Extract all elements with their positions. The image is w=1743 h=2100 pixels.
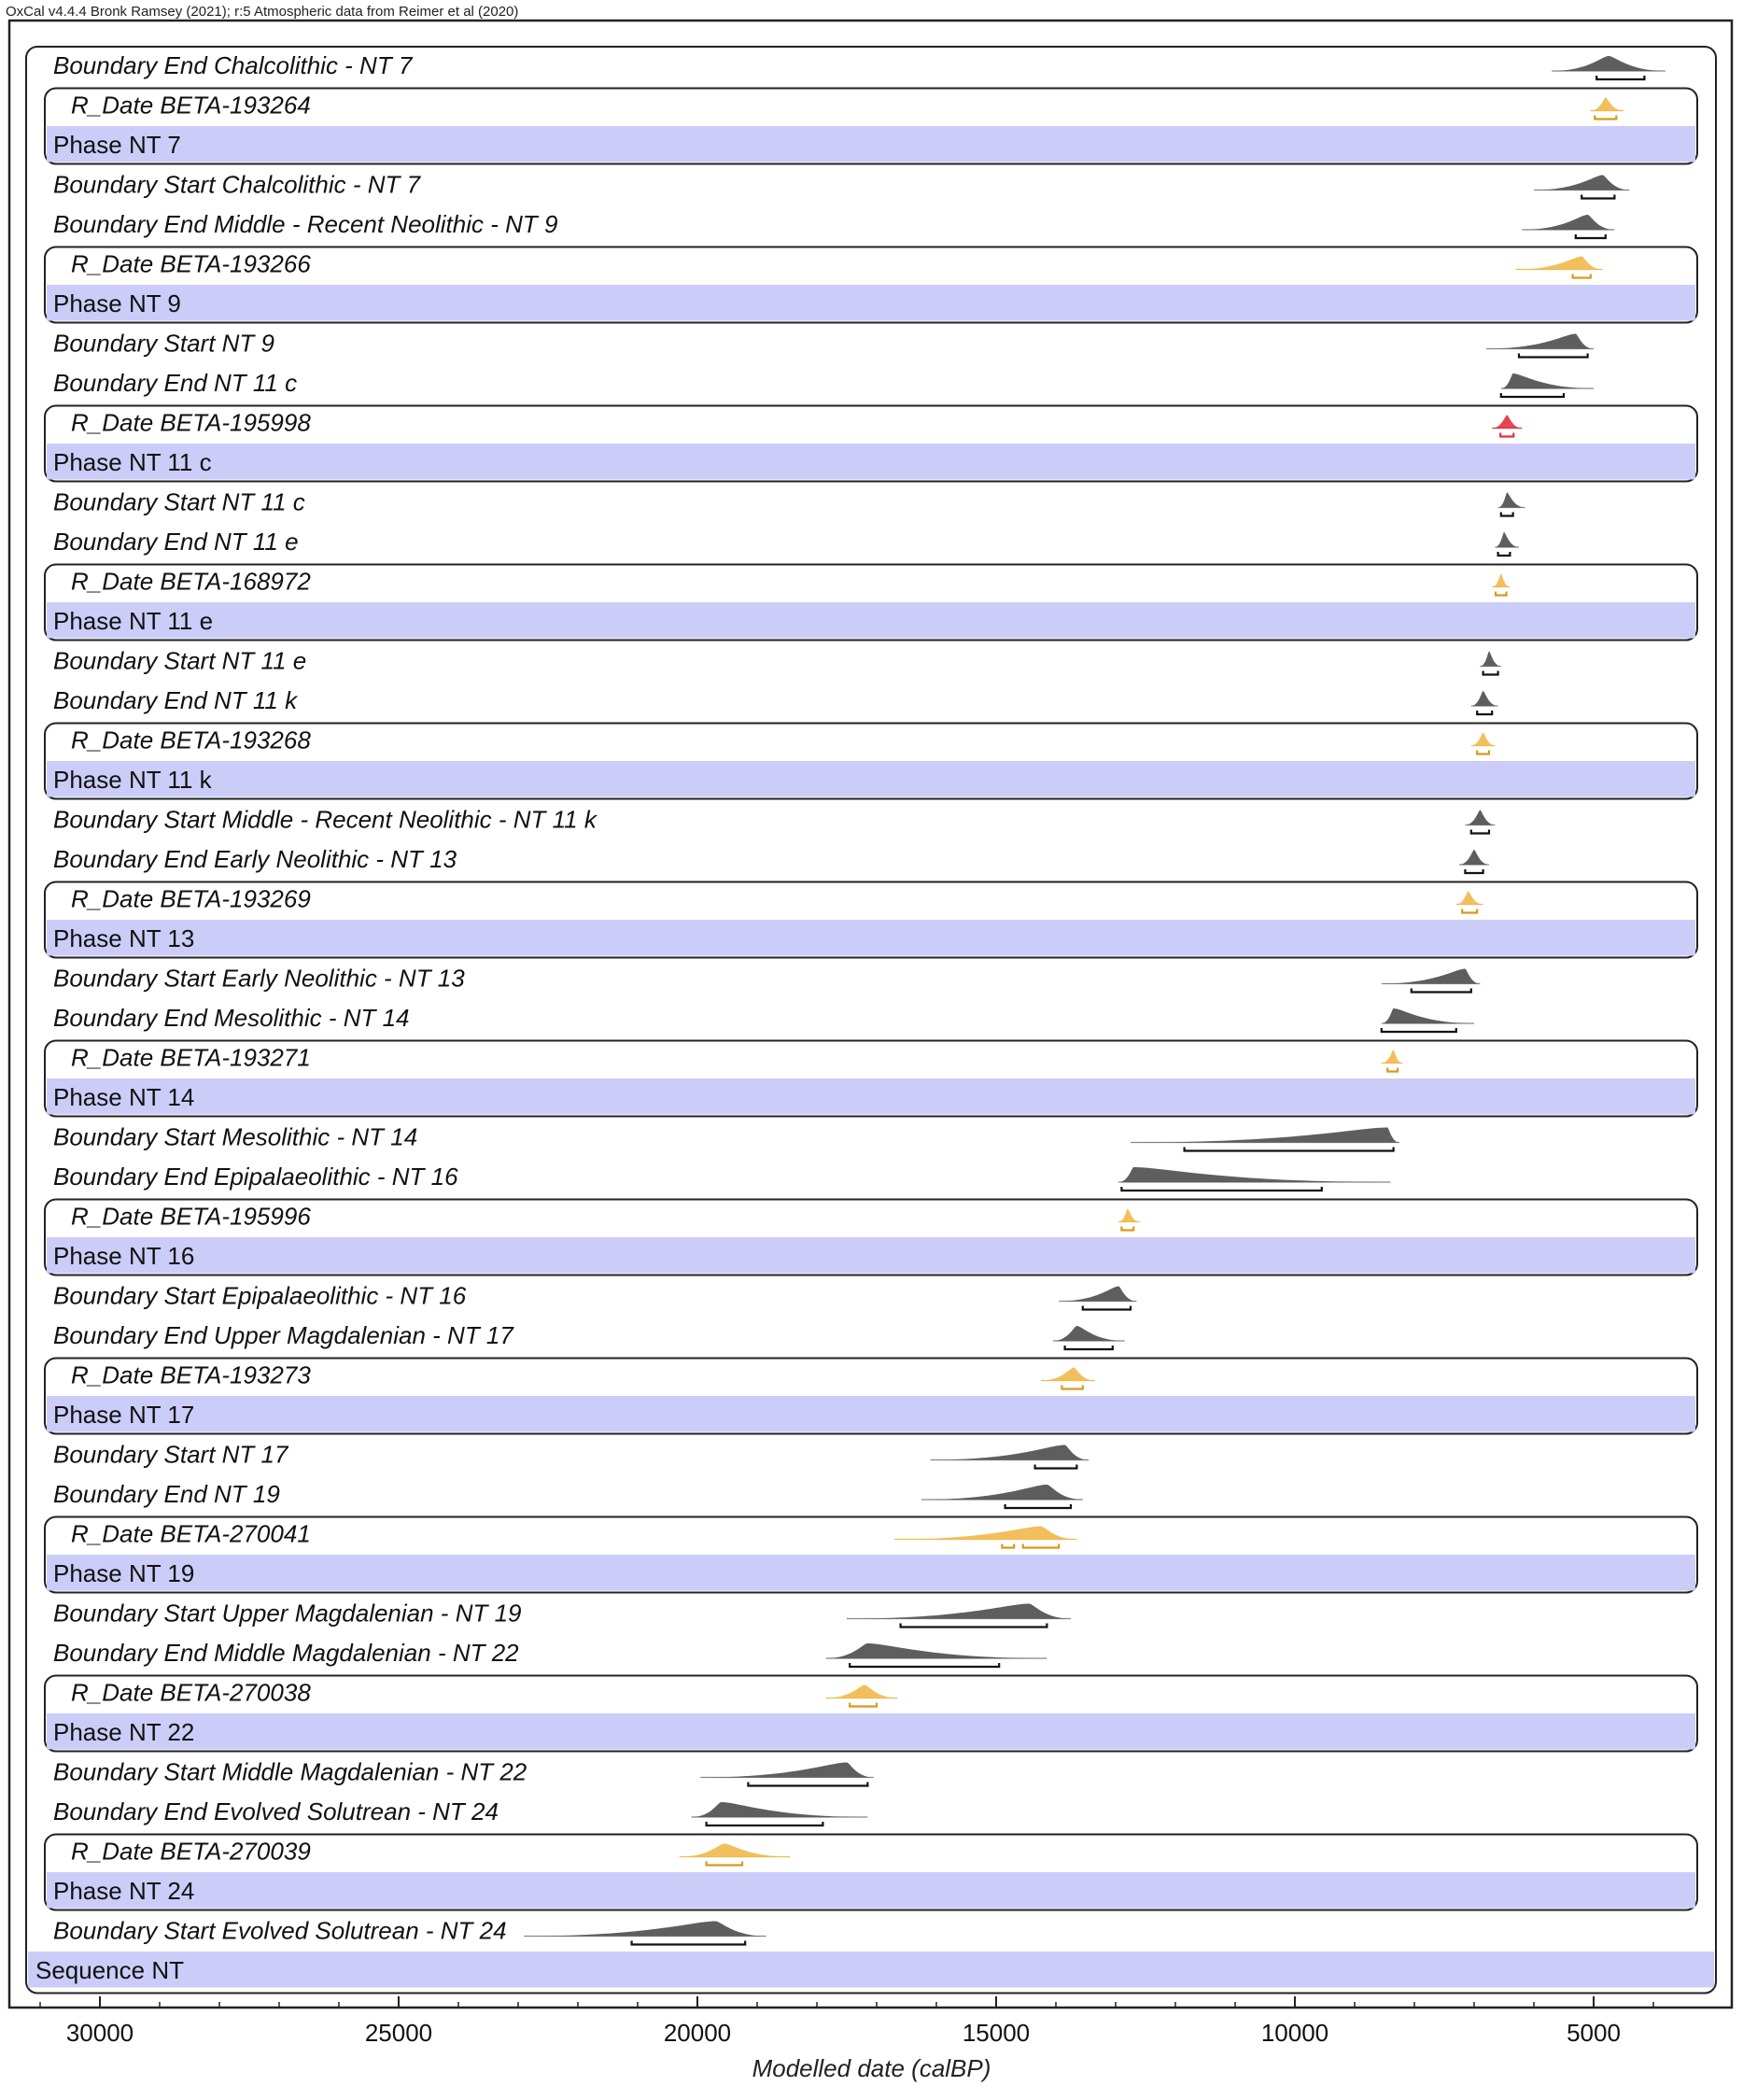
hpd-range — [1477, 711, 1492, 714]
rdate-label: R_Date BETA-195996 — [71, 1202, 311, 1231]
phase-band — [47, 126, 1695, 162]
posterior-distribution — [1495, 532, 1519, 547]
hpd-range — [1519, 354, 1588, 358]
posterior-distribution — [1552, 56, 1666, 71]
phase-label: Phase NT 19 — [53, 1559, 195, 1587]
posterior-distribution — [1471, 691, 1498, 706]
phase-band — [47, 285, 1695, 321]
posterior-distribution — [1486, 334, 1594, 349]
hpd-range — [901, 1624, 1047, 1628]
boundary-label: Boundary End NT 19 — [53, 1480, 280, 1508]
phase-label: Phase NT 11 e — [53, 607, 214, 635]
hpd-range — [632, 1941, 746, 1945]
hpd-range — [1005, 1504, 1071, 1508]
x-tick-label: 10000 — [1260, 2019, 1329, 2047]
boundary-label: Boundary End Mesolithic - NT 14 — [53, 1004, 410, 1032]
x-axis-label: Modelled date (calBP) — [752, 2054, 991, 2082]
phase-band — [47, 1713, 1695, 1750]
phase-label: Phase NT 11 k — [53, 766, 212, 794]
hpd-range — [707, 1822, 823, 1825]
phase-band — [47, 1396, 1695, 1432]
rdate-label: R_Date BETA-168972 — [71, 567, 311, 596]
posterior-distribution — [1480, 652, 1500, 667]
hpd-range — [1382, 1028, 1456, 1032]
boundary-label: Boundary Start Middle Magdalenian - NT 22 — [53, 1757, 527, 1786]
posterior-distribution — [826, 1643, 1047, 1658]
rdate-label: R_Date BETA-195998 — [71, 408, 311, 437]
x-tick-label: 25000 — [364, 2019, 433, 2047]
rdate-label: R_Date BETA-193264 — [71, 91, 311, 120]
posterior-distribution — [1534, 176, 1629, 190]
phase-band — [47, 920, 1695, 956]
hpd-range — [748, 1783, 867, 1786]
posterior-distribution — [921, 1485, 1083, 1500]
boundary-label: Boundary End NT 11 e — [53, 528, 299, 556]
hpd-range — [1501, 513, 1513, 516]
x-tick-label: 20000 — [663, 2019, 732, 2047]
x-tick-label: 5000 — [1567, 2019, 1621, 2047]
posterior-distribution — [524, 1922, 766, 1937]
phase-band — [47, 1872, 1695, 1909]
boundary-label: Boundary End Middle Magdalenian - NT 22 — [53, 1639, 519, 1667]
phase-band — [47, 1237, 1695, 1274]
phase-label: Phase NT 9 — [53, 289, 181, 317]
posterior-distribution — [1465, 810, 1495, 825]
posterior-distribution — [700, 1763, 874, 1778]
boundary-label: Boundary Start Epipalaeolithic - NT 16 — [53, 1281, 467, 1310]
phase-label: Phase NT 14 — [53, 1083, 195, 1111]
rdate-label: R_Date BETA-193273 — [71, 1360, 311, 1389]
posterior-distribution — [1501, 373, 1594, 388]
posterior-distribution — [692, 1802, 868, 1817]
boundary-label: Boundary End NT 11 c — [53, 369, 298, 397]
hpd-range — [1576, 234, 1606, 238]
hpd-range — [1501, 393, 1564, 397]
boundary-label: Boundary End Early Neolithic - NT 13 — [53, 845, 457, 873]
posterior-distribution — [1459, 850, 1489, 865]
boundary-label: Boundary Start Chalcolithic - NT 7 — [53, 170, 421, 199]
boundary-label: Boundary End NT 11 k — [53, 686, 298, 714]
hpd-range — [1065, 1346, 1113, 1349]
boundary-label: Boundary Start Early Neolithic - NT 13 — [53, 964, 465, 993]
x-tick-label: 30000 — [65, 2019, 134, 2047]
phase-label: Phase NT 17 — [53, 1401, 195, 1429]
phase-band — [47, 761, 1695, 797]
phase-band — [47, 602, 1695, 639]
phase-label: Phase NT 11 c — [53, 448, 212, 476]
posterior-distribution — [1382, 1008, 1474, 1023]
boundary-label: Boundary Start NT 9 — [53, 329, 274, 358]
posterior-distribution — [1118, 1167, 1390, 1182]
boundary-label: Boundary Start NT 11 c — [53, 487, 305, 516]
rdate-label: R_Date BETA-193271 — [71, 1043, 311, 1072]
posterior-distribution — [1131, 1128, 1399, 1143]
boundary-label: Boundary End Upper Magdalenian - NT 17 — [53, 1321, 513, 1349]
boundary-label: Boundary End Middle - Recent Neolithic - NT 9 — [53, 210, 558, 238]
hpd-range — [1121, 1187, 1321, 1191]
posterior-distribution — [931, 1445, 1089, 1460]
rdate-label: R_Date BETA-193266 — [71, 249, 311, 278]
rdate-label: R_Date BETA-270038 — [71, 1678, 311, 1707]
hpd-range — [1465, 869, 1483, 873]
hpd-range — [1185, 1148, 1394, 1151]
boundary-label: Boundary Start Evolved Solutrean - NT 24 — [53, 1916, 507, 1945]
hpd-range — [1498, 552, 1511, 556]
posterior-distribution — [1498, 493, 1525, 508]
sequence-label: Sequence NT — [35, 1956, 184, 1984]
boundary-label: Boundary Start Middle - Recent Neolithic - NT 11 k — [53, 805, 597, 834]
hpd-range — [1596, 76, 1644, 79]
rdate-label: R_Date BETA-193268 — [71, 726, 311, 754]
hpd-range — [850, 1663, 999, 1667]
boundary-label: Boundary End Chalcolithic - NT 7 — [53, 51, 413, 79]
phase-label: Phase NT 24 — [53, 1877, 195, 1905]
rdate-label: R_Date BETA-270041 — [71, 1519, 311, 1548]
boundary-label: Boundary End Epipalaeolithic - NT 16 — [53, 1163, 458, 1191]
phase-label: Phase NT 7 — [53, 131, 181, 159]
boundary-label: Boundary Start Upper Magdalenian - NT 19 — [53, 1599, 522, 1628]
phase-band — [47, 444, 1695, 480]
hpd-range — [1083, 1306, 1131, 1310]
phase-label: Phase NT 16 — [53, 1242, 195, 1270]
phase-label: Phase NT 22 — [53, 1718, 195, 1746]
hpd-range — [1412, 989, 1471, 993]
boundary-label: Boundary End Evolved Solutrean - NT 24 — [53, 1797, 499, 1825]
posterior-distribution — [1053, 1326, 1125, 1341]
hpd-range — [1035, 1465, 1077, 1469]
boundary-label: Boundary Start Mesolithic - NT 14 — [53, 1122, 418, 1151]
hpd-range — [1581, 195, 1614, 199]
oxcal-header: OxCal v4.4.4 Bronk Ramsey (2021); r:5 Atmospheric data from Reimer et al (2020) — [6, 4, 519, 20]
posterior-distribution — [1059, 1287, 1136, 1302]
hpd-range — [1483, 671, 1498, 675]
phase-label: Phase NT 13 — [53, 924, 195, 952]
phase-band — [47, 1078, 1695, 1115]
rdate-label: R_Date BETA-193269 — [71, 884, 311, 913]
posterior-distribution — [1522, 215, 1614, 230]
boundary-label: Boundary Start NT 17 — [53, 1440, 288, 1469]
posterior-distribution — [847, 1604, 1071, 1619]
x-tick-label: 15000 — [962, 2019, 1031, 2047]
boundary-label: Boundary Start NT 11 e — [53, 646, 307, 675]
sequence-band — [28, 1952, 1714, 1988]
phase-band — [47, 1555, 1695, 1591]
rdate-label: R_Date BETA-270039 — [71, 1837, 311, 1866]
posterior-distribution — [1382, 969, 1481, 984]
hpd-range — [1471, 830, 1489, 834]
